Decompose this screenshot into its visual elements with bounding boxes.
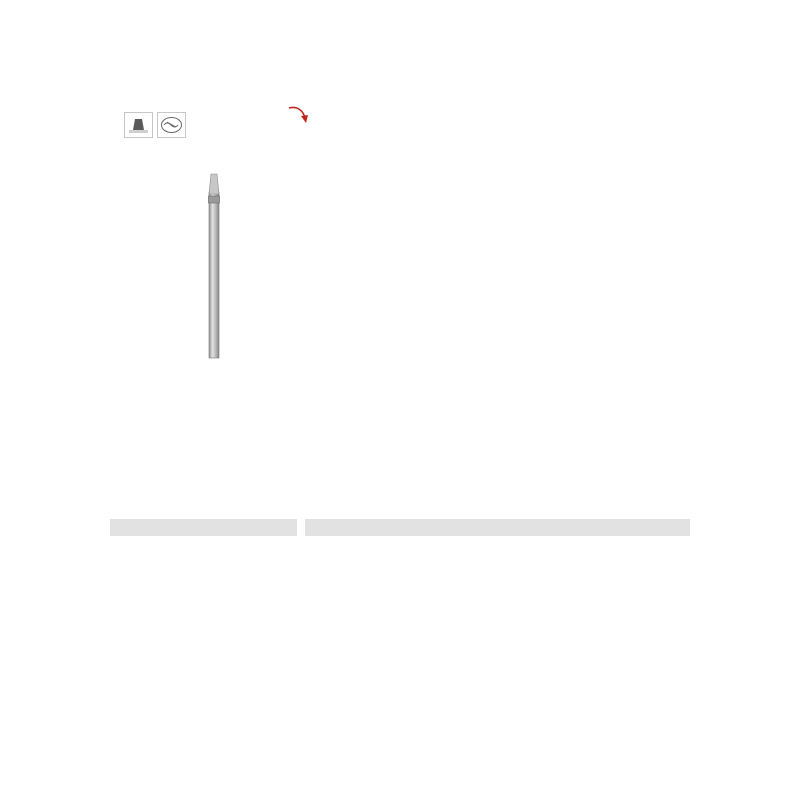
grit-table-title <box>305 519 690 536</box>
symbols-legend-title <box>110 519 297 536</box>
prosthesis-preparation-icon <box>125 113 152 137</box>
indication-pictogram-frame <box>157 112 186 138</box>
restoration-finishing-icon <box>158 113 185 137</box>
featured-bur-image <box>192 108 236 360</box>
indication-pictogram-frame <box>124 112 153 138</box>
nuevo-arrow-icon <box>287 104 313 130</box>
